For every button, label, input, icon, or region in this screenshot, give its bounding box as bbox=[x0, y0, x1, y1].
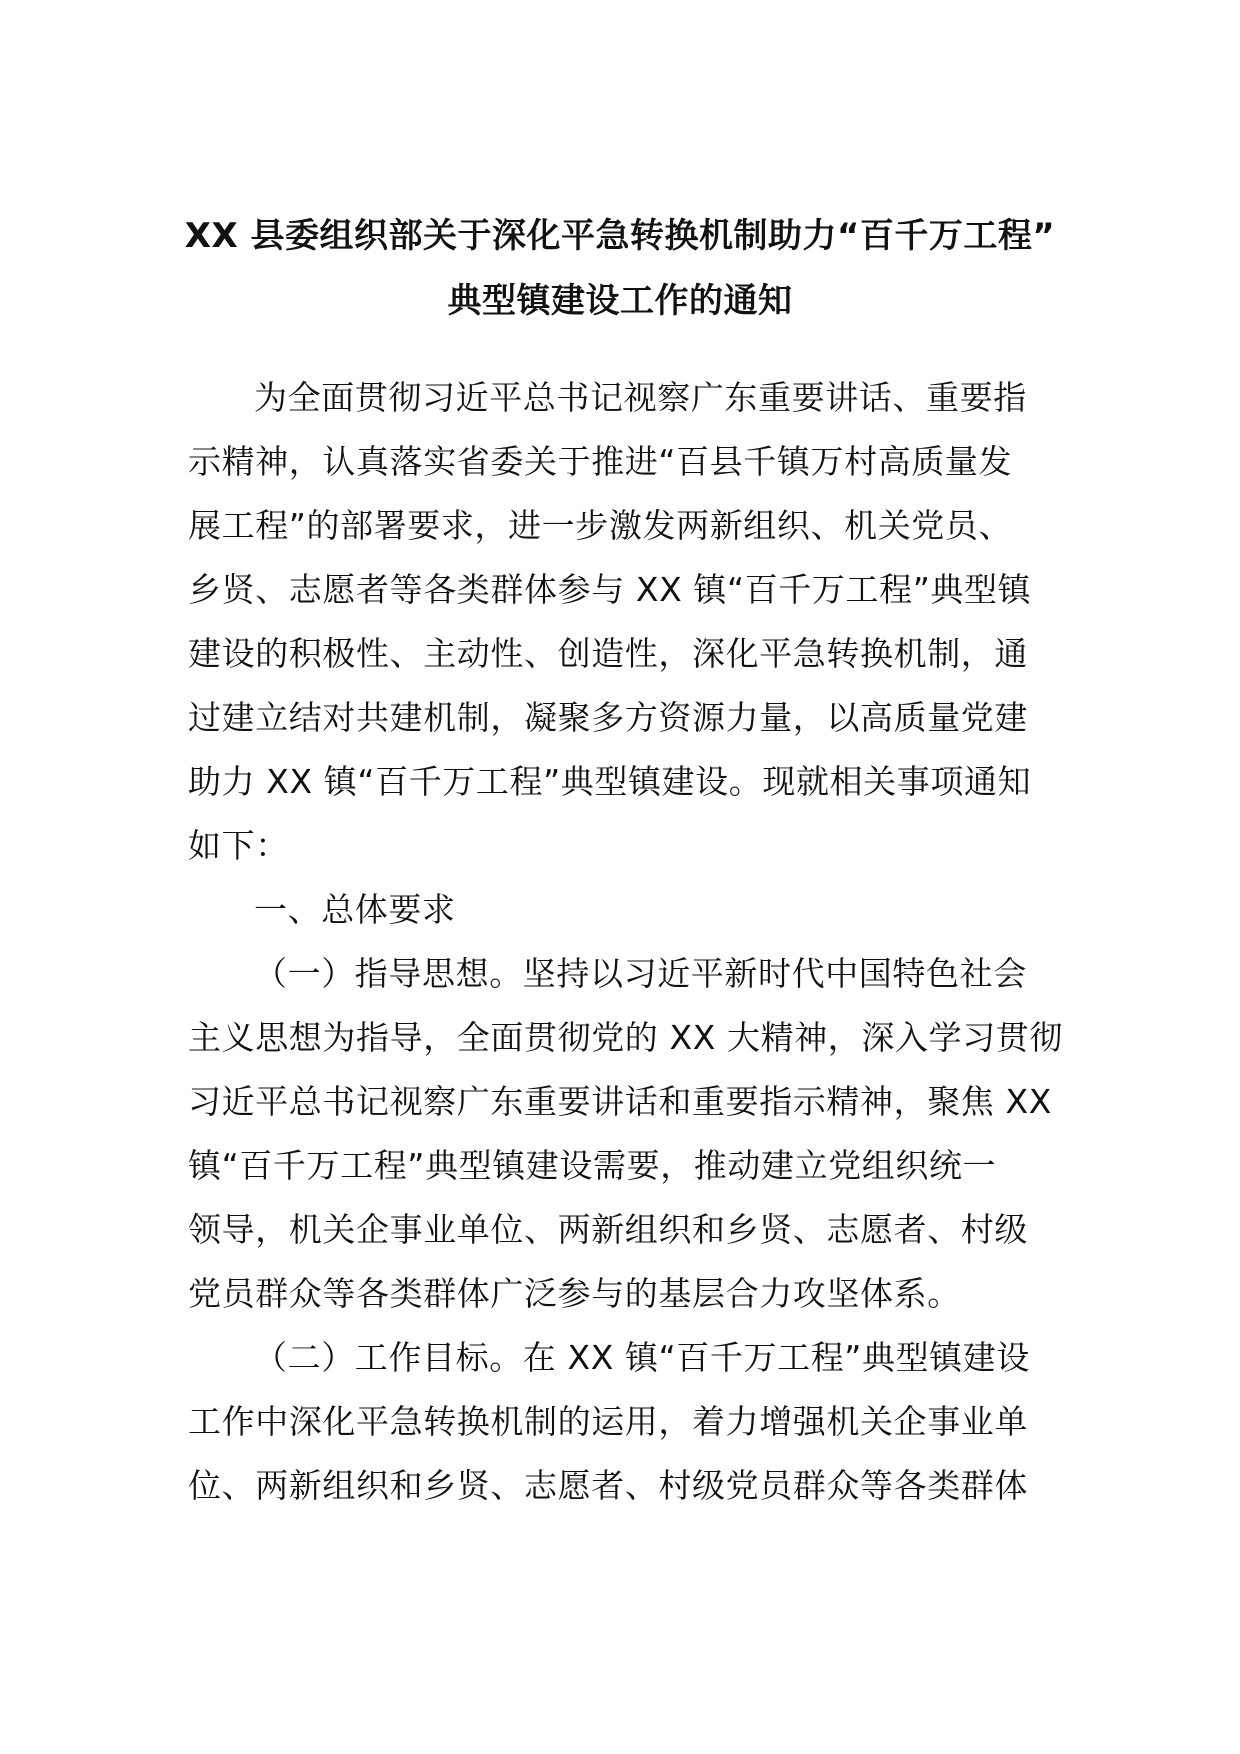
body-line: 镇“百千万工程”典型镇建设需要，推动建立党组织统一 bbox=[188, 1146, 997, 1185]
body-line: 主义思想为指导，全面贯彻党的 XX 大精神，深入学习贯彻 bbox=[188, 1018, 1063, 1057]
body-line: 如下： bbox=[188, 826, 289, 865]
body-line: 位、两新组织和乡贤、志愿者、村级党员群众等各类群体 bbox=[188, 1466, 1028, 1505]
section-heading: 一、总体要求 bbox=[254, 890, 456, 929]
body-line: 建设的积极性、主动性、创造性，深化平急转换机制，通 bbox=[188, 634, 1028, 673]
document-title-line-2: 典型镇建设工作的通知 bbox=[447, 281, 793, 321]
body-line: 助力 XX 镇“百千万工程”典型镇建设。现就相关事项通知 bbox=[188, 762, 1032, 801]
body-line: 工作中深化平急转换机制的运用，着力增强机关企事业单 bbox=[188, 1402, 1028, 1441]
body-line: 乡贤、志愿者等各类群体参与 XX 镇“百千万工程”典型镇 bbox=[188, 570, 1032, 609]
body-line: 党员群众等各类群体广泛参与的基层合力攻坚体系。 bbox=[188, 1274, 961, 1313]
body-line: 展工程”的部署要求，进一步激发两新组织、机关党员、 bbox=[188, 506, 1013, 545]
body-line: 习近平总书记视察广东重要讲话和重要指示精神，聚焦 XX bbox=[188, 1082, 1052, 1121]
body-line: 示精神，认真落实省委关于推进“百县千镇万村高质量发 bbox=[188, 442, 1013, 481]
body-line: 为全面贯彻习近平总书记视察广东重要讲话、重要指 bbox=[254, 378, 1027, 417]
body-line: 过建立结对共建机制，凝聚多方资源力量，以高质量党建 bbox=[188, 698, 1028, 737]
document-title-line-1: XX 县委组织部关于深化平急转换机制助力“百千万工程” bbox=[184, 216, 1056, 256]
body-line: 领导，机关企事业单位、两新组织和乡贤、志愿者、村级 bbox=[188, 1210, 1028, 1249]
body-line: （二）工作目标。在 XX 镇“百千万工程”典型镇建设 bbox=[254, 1338, 1030, 1377]
body-line: （一）指导思想。坚持以习近平新时代中国特色社会 bbox=[254, 954, 1027, 993]
